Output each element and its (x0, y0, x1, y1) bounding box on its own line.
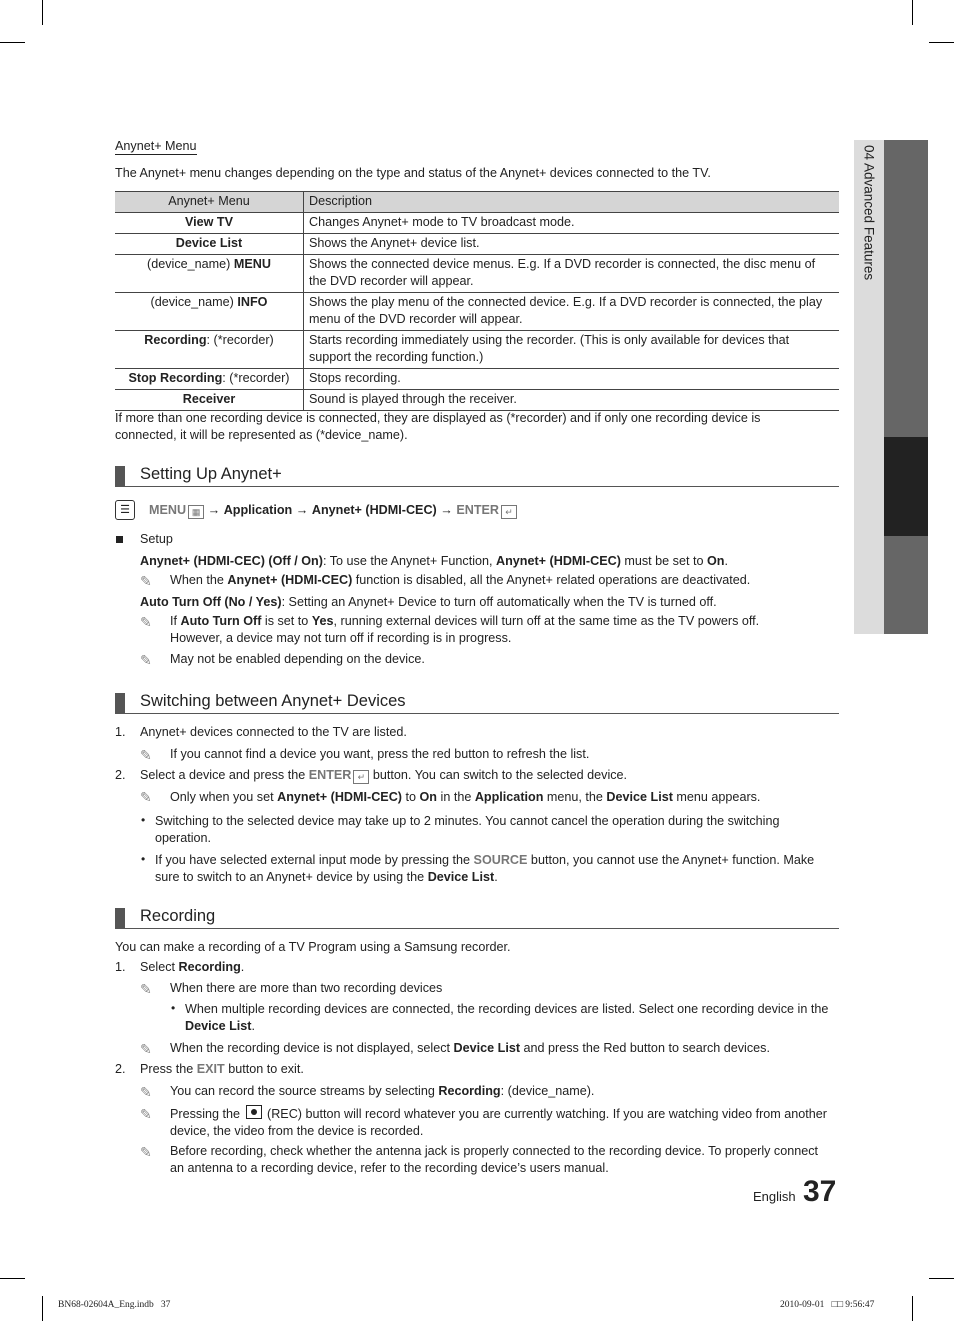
table-row (115, 234, 839, 255)
recording-note-1: When there are more than two recording devices (170, 981, 443, 995)
table-row (115, 213, 839, 234)
table-cell-description: Shows the Anynet+ device list. (304, 234, 840, 255)
table-row (115, 390, 839, 411)
bullet-icon: • (141, 852, 146, 866)
recording-intro: You can make a recording of a TV Program using a Samsung recorder. (115, 940, 511, 954)
footer-language: English (753, 1189, 796, 1204)
note-icon: ✎ (140, 981, 152, 997)
recording-note-2: When the recording device is not displayed, select Device List and press the Red button to search devices. (170, 1041, 770, 1055)
table-row (115, 293, 839, 331)
anynet-menu-intro: The Anynet+ menu changes depending on the type and status of the Anynet+ devices connected to the TV. (115, 166, 711, 180)
side-tab-block (884, 140, 928, 437)
switching-step-1-note: If you cannot find a device you want, press the red button to refresh the list. (170, 747, 590, 761)
table-cell-description: Sound is played through the receiver. (304, 390, 840, 411)
switching-bullet-1: Switching to the selected device may take up to 2 minutes. You cannot cancel the operation during the switching operation. (155, 814, 780, 845)
recording-step-1: Select Recording. (140, 960, 245, 974)
page-number: 37 (803, 1175, 837, 1208)
note-icon: ✎ (140, 747, 152, 763)
anynet-menu-after-text: If more than one recording device is connected, they are displayed as (*recorder) and if only one recording device is connected, it will be represented as (*device_name). (115, 411, 761, 442)
table-row (115, 369, 839, 390)
recording-sub-bullet: When multiple recording devices are connected, the recording devices are listed. Select one recording device in the Device List. (185, 1002, 829, 1033)
table-cell-description: Shows the connected device menus. E.g. If a DVD recorder is connected, the disc menu of the DVD recorder will appear. (304, 255, 840, 293)
step-number: 1. (115, 960, 126, 974)
table-header-menu: Anynet+ Menu (115, 192, 304, 213)
table-cell-menu: Stop Recording: (*recorder) (115, 369, 304, 390)
table-cell-description: Shows the play menu of the connected device. E.g. If a DVD recorder is connected, the play menu of the DVD recorder will appear. (304, 293, 840, 331)
footer-file-info: BN68-02604A_Eng.indb 37 (58, 1300, 171, 1310)
table-cell-description: Starts recording immediately using the recorder. (This is only available for devices that support the recording function.) (304, 331, 840, 369)
note-icon: ✎ (140, 1084, 152, 1100)
table-cell-menu: Receiver (115, 390, 304, 411)
section-heading: Recording (140, 907, 216, 925)
switching-step-1: Anynet+ devices connected to the TV are listed. (140, 725, 407, 739)
note-icon: ✎ (140, 1106, 152, 1122)
side-tab-block (884, 536, 928, 634)
section-heading: Switching between Anynet+ Devices (140, 692, 406, 710)
hdmi-cec-setting: Anynet+ (HDMI-CEC) (Off / On): To use the Anynet+ Function, Anynet+ (HDMI-CEC) must be set to On. (140, 554, 728, 568)
auto-turn-off-note: If Auto Turn Off is set to Yes, running external devices will turn off at the same time as the TV powers off. However, a device may not turn off if recording is in progress. (170, 614, 760, 645)
recording-step-2: Press the EXIT button to exit. (140, 1062, 304, 1076)
section-heading: Setting Up Anynet+ (140, 465, 282, 483)
table-cell-menu: View TV (115, 213, 304, 234)
step-number: 2. (115, 1062, 126, 1076)
table-cell-description: Changes Anynet+ mode to TV broadcast mode. (304, 213, 840, 234)
menu-icon: ▦ (188, 505, 204, 519)
table-cell-description: Stops recording. (304, 369, 840, 390)
note-icon: ✎ (140, 614, 152, 630)
rec-button-icon (246, 1105, 262, 1119)
section-bar (115, 466, 125, 486)
note-icon: ✎ (140, 1144, 152, 1160)
anynet-menu-table (115, 191, 839, 411)
menu-path-icon: ☰ (115, 500, 135, 520)
footer-date-info: 2010-09-01 □□ 9:56:47 (780, 1300, 875, 1310)
auto-turn-off-setting: Auto Turn Off (No / Yes): Setting an Anynet+ Device to turn off automatically when the TV is turned off. (140, 595, 717, 609)
table-cell-menu: Recording: (*recorder) (115, 331, 304, 369)
recording-note-5: Before recording, check whether the antenna jack is properly connected to the recording device. To properly connect an antenna to a recording device, refer to the recording device’s users manual. (170, 1144, 819, 1175)
table-header-description: Description (304, 192, 840, 213)
section-bar (115, 908, 125, 928)
section-switching (115, 691, 839, 714)
switching-step-2-note: Only when you set Anynet+ (HDMI-CEC) to On in the Application menu, the Device List menu appears. (170, 790, 761, 804)
side-tab-label: 04 Advanced Features (861, 145, 877, 281)
note-icon: ✎ (140, 573, 152, 589)
switching-bullet-2: If you have selected external input mode by pressing the SOURCE button, you cannot use the Anynet+ function. Make sure to switch to an Anynet+ device by using the Device List. (155, 853, 815, 884)
menu-path: MENU ▦ → Application → Anynet+ (HDMI-CEC) → ENTER ↵ (149, 502, 517, 519)
table-row (115, 331, 839, 369)
section-setting-up (115, 464, 839, 487)
enter-icon: ↵ (501, 505, 517, 519)
bullet-icon: • (171, 1001, 176, 1015)
step-number: 1. (115, 725, 126, 739)
hdmi-cec-note: When the Anynet+ (HDMI-CEC) function is disabled, all the Anynet+ related operations are deactivated. (170, 573, 751, 587)
enter-icon: ↵ (353, 770, 369, 784)
recording-note-4: Pressing the (REC) button will record whatever you are currently watching. If you are watching video from another device, the video from the device is recorded. (170, 1107, 827, 1138)
table-header-row (115, 192, 839, 213)
side-tab-active-block (884, 437, 928, 536)
table-cell-menu: (device_name) INFO (115, 293, 304, 331)
anynet-menu-title: Anynet+ Menu (115, 139, 197, 153)
setup-item-label: Setup (140, 532, 173, 546)
note-icon: ✎ (140, 789, 152, 805)
note-icon: ✎ (140, 652, 152, 668)
note-icon: ✎ (140, 1041, 152, 1057)
table-cell-menu: Device List (115, 234, 304, 255)
section-bar (115, 693, 125, 713)
step-number: 2. (115, 768, 126, 782)
switching-step-2: Select a device and press the ENTER ↵ button. You can switch to the selected device. (140, 768, 628, 782)
bullet-icon: • (141, 813, 146, 827)
section-recording (115, 906, 839, 929)
square-bullet-icon (116, 536, 123, 543)
table-row (115, 255, 839, 293)
recording-note-3: You can record the source streams by selecting Recording: (device_name). (170, 1084, 595, 1098)
table-cell-menu: (device_name) MENU (115, 255, 304, 293)
device-note: May not be enabled depending on the device. (170, 652, 425, 666)
